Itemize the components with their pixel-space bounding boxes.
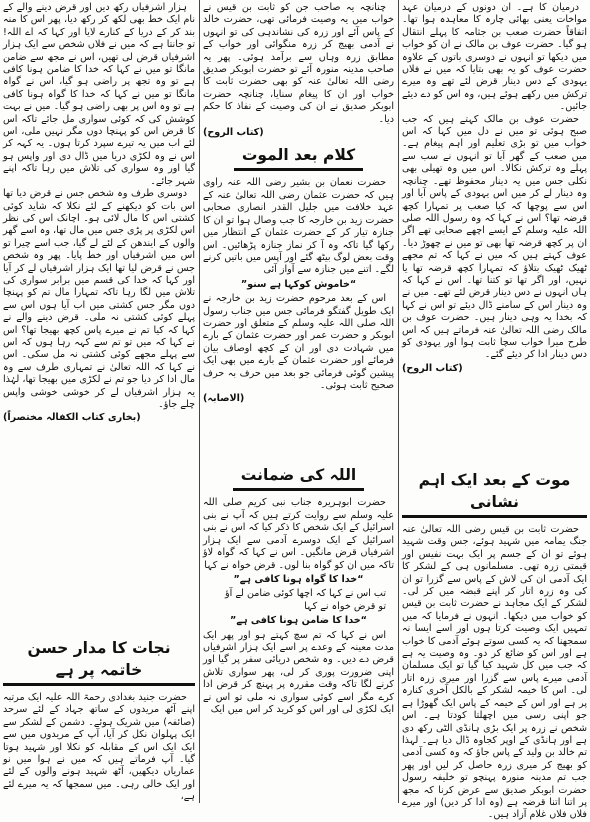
column-divider: [199, 0, 200, 803]
article-paragraph: دوسری طرف وہ شخص جس نے قرض دیا تھا اس بات کو دیکھنے کے لئے نکلا کہ شاید کوئی کشتی اس کا مال لائی ہو۔ اچانک اس کی نظر اس لکڑی پر پڑی جس میں مال تھا، وہ اسے گھر والوں کے ایندھن کے لئے لے گیا، جب اسے چیرا تو اس میں اشرفیاں اور خط پایا۔ پھر وہ شخص جس نے قرض لیا تھا ایک ہزار اشرفیاں لے کر آیا اور کہا کہ خدا کی قسم میں برابر سواری کی تلاش میں لگا رہا تاکہ تمہارا مال تم کو پہنچا دوں مگر جس کشتی میں اب آیا ہوں اس سے پہلے کوئی کشتی نہ ملی۔ قرض دینے والے نے کہا کہ کیا تم نے میرے پاس کچھ بھیجا تھا؟ اس نے کہا کہ میں تو تم سے کہہ رہا ہوں کہ اس سے پہلے مجھے کوئی کشتی نہ مل سکی۔ اس نے کہا کہ اللہ تعالیٰ نے تمہاری طرف سے وہ مال ادا کر دیا جو تم نے لکڑی میں بھیجا تھا، لہٰذا یہ ہزار اشرفیاں لے کر خوشی خوشی واپس چلے جاؤ۔: [3, 188, 195, 410]
article-continuation: [3, 2, 195, 632]
article-heading-text: کلام بعد الموت: [234, 144, 363, 171]
article-heading-text: نجات کا مدار حسن خاتمہ پر ہے: [3, 637, 195, 686]
article-paragraph: اس کے بعد مرحوم حضرت زید بن خارجہ نے ایک طویل گفتگو فرمائی جس میں جناب رسول اللہ صلی اللہ علیہ وسلم کے متعلق اور حضرت ابوبکر و حضرت عمر اور حضرت عثمان کے بارے میں شہادت دی اور ان کے کچھ اوصاف بیان فرمائے اور حضرت عثمان کے بارے میں بھی ایک پیشین گوئی فرمائی جو بعد میں حرف بہ حرف صحیح ثابت ہوئی۔: [203, 293, 394, 391]
article-paragraph: حضرت عوف بن مالک کہتے ہیں کہ جب صبح ہوئی تو میں نے دل میں کہا کہ اس خواب میں تو بڑی تعلیم اور اہم پیغام ہے۔ میں صعب کے گھر آیا تو انہوں نے سب سے پہلے وہ ترکش نکالا۔ اس میں وہ تھیلی بھی نکلی جس میں یہ دینار محفوظ تھے۔ چنانچہ وہ دینار لے کر میں اس یہودی کے پاس آیا اور اس سے پوچھا کہ کیا صعب پر تمہارا کچھ قرضہ تھا؟ اس نے کہا کہ وہ رسول اللہ صلی اللہ علیہ وسلم کے ایسے اچھے صحابی تھے اگر ان پر کچھ قرضہ تھا بھی تو میں نے چھوڑ دیا۔ عوف کہتے ہیں کہ میں نے کہا کہ تم مجھے ٹھیک ٹھیک بتلاؤ کہ تمہارا کچھ قرضہ تھا یا نہیں، اور اگر تھا تو کتنا تھا۔ اس نے کہا کہ ہاں انہوں نے دس دینار قرض لئے تھے۔ میں نے وہ دینار اس کے سامنے ڈال دیئے تو اس نے کہا کہ بخدا یہ وہی دینار ہیں۔ حضرت عوف بن مالک رضی اللہ تعالیٰ عنہ فرماتے ہیں کہ اس طرح میرا خواب سچا ثابت ہوا اور یہودی کو دس دینار ادا کر دیئے گئے۔: [402, 113, 587, 361]
article-body: [3, 692, 195, 804]
article-paragraph: حضرت ثابت بن قیس رضی اللہ تعالیٰ عنہ جنگ یمامہ میں شہید ہوئے، جس وقت شہید ہوئے تو ان کے جسم پر ایک بہت نفیس اور قیمتی زرہ تھی۔ مسلمانوں ہی کے لشکر کا ایک آدمی ان کی لاش کے پاس سے گزرا تو ان کی وہ زرہ اتار کر اپنے قبضہ میں کر لی۔ لشکر کے ایک مجاہد نے حضرت ثابت بن قیس کو خواب میں دیکھا۔ انہوں نے فرمایا کہ میں تمہیں ایک وصیت کرتا ہوں اور اسے ایسا نہ سمجھنا کہ یہ کسی سوتے ہوئے آدمی کا خواب ہے اور اس کو ضائع کر دو۔ وہ وصیت یہ ہے کہ جب میں کل شہید کیا گیا تو ایک مسلمان آدمی میرے پاس سے گزرا اور میری زرہ اتار لی۔ اس کا خیمہ لشکر کے بالکل آخری کنارہ پر ہے اور اس کے خیمہ کے پاس ایک گھوڑا ہے جو اپنی رسی میں اچھلتا کودتا ہے۔ اس شخص نے زرہ پر ایک بڑی ہانڈی الٹی رکھ دی ہے اور ہانڈی کے اوپر کجاوہ ڈال دیا ہے۔ لہذا تم خالد بن ولید کے پاس جاؤ کہ وہ کسی آدمی کو بھیج کر میری زرہ حاصل کر لیں اور پھر جب تم مدینہ منورہ پہنچو تو خلیفہ رسول حضرت ابوبکر صدیق سے عرض کرنا کہ مجھ پر اتنا اتنا قرضہ ہے (وہ ادا کر دیں) اور میرے فلاں فلاں غلام آزاد ہیں۔: [402, 524, 587, 821]
column-divider: [398, 0, 399, 803]
article-continuation: [402, 2, 587, 464]
article-paragraph: حضرت ابوہریرہ جناب نبی کریم صلی اللہ علیہ وسلم سے روایت کرتے ہیں کہ آپ نے بنی اسرائیل کے ایک شخص کا ذکر کیا کہ اس نے بنی اسرائیل کے ایک دوسرے آدمی سے ایک ہزار اشرفیاں قرض مانگیں۔ اس نے کہا کہ گواہ لاؤ تاکہ میں ان کو گواہ بنا لوں۔ قرض خواہ نے کہا: [203, 497, 394, 571]
article-paragraph: حضرت جنید بغدادی رحمۃ اللہ علیہ ایک مرتبہ اپنے آٹھ مریدوں کے ساتھ جہاد کے لئے سرحد (صائفہ) میں شریک ہوئے۔ دشمن کے لشکر سے ایک پہلوان نکل کر آیا، آپ کے مریدوں میں سے ایک ایک اس کے مقابلہ کو نکلا اور شہید ہوتا گیا۔ آپ فرماتے ہیں کہ میں نے ہوا میں نو عماریاں دیکھیں، آٹھ شہید ہونے والوں کے لئے اور ایک خالی رہی۔ میں سمجھا کہ یہ میرے لئے ہے،: [3, 692, 195, 803]
quoted-speech: “خدا کا گواہ ہونا کافی ہے”: [233, 573, 364, 585]
article-heading-text: اللہ کی ضمانت: [233, 464, 364, 491]
article-paragraph: حضرت نعمان بن بشیر رضی اللہ عنہ راوی ہیں کہ حضرت عثمان رضی اللہ تعالیٰ عنہ کے عہد خلافت میں جلیل القدر انصاری صحابی حضرت زید بن خارجہ کا جب وصال ہوا تو ان کا جنازہ تیار کر کے حضرت عثمان کے انتظار میں رکھا گیا تاکہ وہ آ کر نماز جنازہ پڑھائیں۔ اس وقت بعض لوگ بیٹھ گئے اور آپس میں باتیں کرنے لگے۔ اتنے میں جنازہ سے آواز آئی: [203, 177, 394, 276]
article-continuation: [203, 2, 394, 139]
article-paragraph: چنانچہ یہ صاحب جن کو ثابت بن قیس نے خواب میں یہ وصیت فرمائی تھی، حضرت خالد کے پاس آئے اور زرہ کی نشاندہی کی تو انہوں نے آدمی بھیج کر زرہ منگوائی اور خواب کے مطابق زرہ وہاں سے برآمد ہوئی۔ پھر یہ صاحب مدینہ منورہ آئے تو حضرت ابوبکر صدیق رضی اللہ تعالیٰ عنہ کو بھی حضرت ثابت کا خواب اور ان کا پیغام سنایا، چنانچہ حضرت ابوبکر صدیق نے ان کی وصیت کے نفاذ کا حکم دیا۔: [203, 2, 394, 125]
article-heading: [402, 469, 587, 518]
article-paragraph: درمیان کا ہے۔ ان دونوں کے درمیان عہد مواخات یعنی بھائی چارہ کا معاہدہ ہوا تھا۔ اتفاقاً حضرت صعب بن جثامہ کا پہلے انتقال ہو گیا۔ حضرت عوف بن مالک نے ان کو خواب میں دیکھا تو انہوں نے دوسری باتوں کے علاوہ حضرت عوف کو یہ بھی بتایا کہ میں نے فلاں یہودی کے دس دینار قرض لئے تھے وہ میرے ترکش میں رکھے ہوئے ہیں، وہ اس کو دے دیئے جائیں۔: [402, 2, 587, 113]
article-heading: [203, 144, 394, 171]
source-citation: (الاصابہ): [203, 393, 245, 405]
middle-column: [203, 2, 394, 802]
right-column: [402, 2, 587, 821]
article-paragraph: اس نے کہا کہ تم سچ کہتے ہو اور پھر ایک مدت معینہ کے وعدے پر اسے ایک ہزار اشرفیاں قرض دے دیں۔ وہ شخص دریائی سفر پر گیا اور اپنی ضرورت پوری کر لی، پھر سواری تلاش کرنے لگا تاکہ وقت مقررہ پر پہنچ کر قرض ادا کرے مگر اسے کوئی سواری نہ ملی تو اس نے ایک لکڑی لی اور اس کو کرید کر اس میں ایک: [203, 629, 394, 715]
article-heading-text: موت کے بعد ایک اہم نشانی: [402, 469, 587, 518]
article-paragraph: تب اس نے کہا کہ اچھا کوئی ضامن لے آؤ: [225, 588, 386, 600]
source-citation: (بخاری کتاب الکفالہ مختصراً): [3, 412, 141, 424]
article-body: [203, 497, 394, 716]
article-heading: [3, 637, 195, 686]
left-column: [3, 2, 195, 802]
article-heading: [203, 464, 394, 491]
article-paragraph: ہزار اشرفیاں رکھ دیں اور قرض دینے والے کے نام ایک خط بھی لکھ کر رکھ دیا، پھر اس کا منہ بند کر کے دریا کے کنارے لایا اور کہا کہ اے اللہ! تو جانتا ہے کہ میں نے فلاں شخص سے ایک ہزار اشرفیاں قرض لی تھیں، اس نے مجھ سے ضامن مانگا تو میں نے کہا کہ خدا کا ضامن ہونا کافی ہے تو وہ تجھ پر راضی ہو گیا، اس نے گواہ مانگا تو میں نے کہا کہ خدا کا گواہ ہونا کافی ہے تو وہ اس پر بھی راضی ہو گیا۔ میں نے بہت کوشش کی کہ کوئی سواری مل جائے تاکہ اس کا قرض اس کو پہنچا دوں مگر نہیں ملی، اس لئے اب میں یہ تیرے سپرد کرتا ہوں۔ یہ کہہ کر اس نے وہ لکڑی دریا میں ڈال دی اور واپس ہو گیا اور وہ سواری کی تلاش میں رہا تاکہ اپنے شہر جائے۔: [3, 2, 195, 187]
quoted-speech: “خاموش کوکہا ہے سنو”: [240, 278, 357, 290]
article-body: [203, 177, 394, 459]
source-citation: (کتاب الروح): [402, 362, 463, 374]
article-paragraph: تو قرض خواہ نے کہا: [304, 600, 386, 612]
quoted-speech: “خدا کا ضامن ہونا کافی ہے”: [230, 615, 367, 627]
source-citation: (کتاب الروح): [203, 127, 264, 139]
article-body: [402, 524, 587, 822]
